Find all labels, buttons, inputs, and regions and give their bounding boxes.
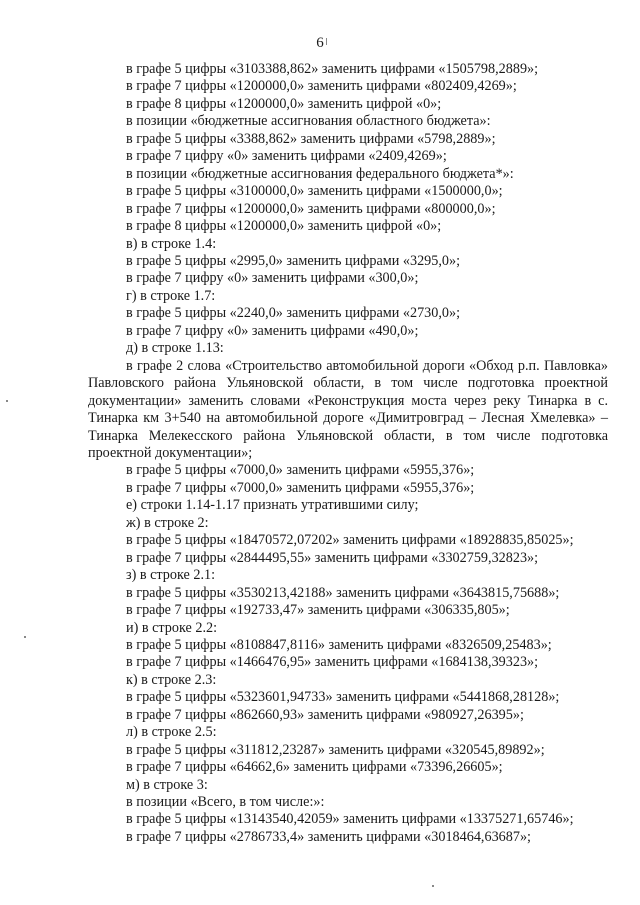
scan-mark	[6, 400, 8, 402]
amendment-list-after	[88, 462, 608, 846]
amendment-paragraph: в графе 2 слова «Строительство автомобильной дороги «Обход р.п. Павловка» Павловского района Ульяновской области, в том числе подготовка проектной документации» заменить словами «Реконструкция моста через реку Тинарка в с. Тинарка км 3+540 на автомобильной дороге «Димитровград – Лесная Хмелевка» – Тинарка Мелекесского района Ульяновской области, в том числе подготовка проектной документации»;	[88, 357, 608, 461]
text-line: в графе 5 цифры «2240,0» заменить цифрами «2730,0»;	[126, 305, 461, 322]
text-line: в графе 5 цифры «3530213,42188» заменить цифрами «3643815,75688»;	[126, 584, 560, 601]
text-line: в графе 7 цифры «1466476,95» заменить цифрами «1684138,39323»;	[126, 654, 539, 671]
text-line: в) в строке 1.4:	[126, 235, 217, 252]
text-line: в графе 5 цифры «2995,0» заменить цифрами «3295,0»;	[126, 252, 461, 269]
text-line: в графе 8 цифры «1200000,0» заменить цифрой «0»;	[126, 218, 442, 235]
text-line: в графе 7 цифры «64662,6» заменить цифрами «73396,26605»;	[126, 759, 503, 776]
text-line: в графе 5 цифры «18470572,07202» заменить цифрами «18928835,85025»;	[126, 532, 574, 549]
text-line: в графе 7 цифру «0» заменить цифрами «300,0»;	[126, 270, 419, 287]
text-line: г) в строке 1.7:	[126, 287, 216, 304]
text-line: е) строки 1.14-1.17 признать утратившими силу;	[126, 497, 419, 514]
text-line: в графе 7 цифры «862660,93» заменить цифрами «980927,26395»;	[126, 706, 524, 723]
text-line: в позиции «Всего, в том числе:»:	[126, 794, 325, 811]
amendment-list-before	[88, 61, 608, 358]
scan-mark	[326, 38, 327, 45]
text-line: в графе 7 цифры «2786733,4» заменить цифрами «3018464,63687»;	[126, 828, 531, 845]
text-line: в графе 7 цифры «1200000,0» заменить цифрами «802409,4269»;	[126, 78, 517, 95]
text-line: в позиции «бюджетные ассигнования федерального бюджета*»:	[126, 165, 514, 182]
text-line: в графе 5 цифры «3100000,0» заменить цифрами «1500000,0»;	[126, 183, 503, 200]
page-number: 6	[316, 35, 324, 51]
text-line: в графе 7 цифру «0» заменить цифрами «2409,4269»;	[126, 148, 447, 165]
text-line: в графе 5 цифры «13143540,42059» заменить цифрами «13375271,65746»;	[126, 811, 574, 828]
text-line: в графе 7 цифры «1200000,0» заменить цифрами «800000,0»;	[126, 200, 496, 217]
text-line: в графе 5 цифры «8108847,8116» заменить цифрами «8326509,25483»;	[126, 636, 552, 653]
text-line: в графе 5 цифры «3388,862» заменить цифрами «5798,2889»;	[126, 130, 496, 147]
document-body	[88, 61, 608, 846]
text-line: д) в строке 1.13:	[126, 340, 224, 357]
scan-mark	[432, 885, 434, 887]
text-line: в графе 5 цифры «311812,23287» заменить цифрами «320545,89892»;	[126, 741, 545, 758]
text-line: в графе 5 цифры «7000,0» заменить цифрами «5955,376»;	[126, 462, 475, 479]
text-line: л) в строке 2.5:	[126, 724, 217, 741]
text-line: з) в строке 2.1:	[126, 567, 216, 584]
text-line: м) в строке 3:	[126, 776, 208, 793]
text-line: в графе 7 цифры «7000,0» заменить цифрами «5955,376»;	[126, 479, 475, 496]
text-line: в графе 5 цифры «5323601,94733» заменить цифрами «5441868,28128»;	[126, 689, 560, 706]
text-line: в графе 7 цифру «0» заменить цифрами «490,0»;	[126, 322, 419, 339]
text-line: ж) в строке 2:	[126, 514, 209, 531]
scan-mark	[24, 636, 26, 638]
text-line: к) в строке 2.3:	[126, 671, 217, 688]
text-line: в позиции «бюджетные ассигнования областного бюджета»:	[126, 113, 491, 130]
text-line: в графе 5 цифры «3103388,862» заменить цифрами «1505798,2889»;	[126, 61, 539, 77]
text-line: в графе 8 цифры «1200000,0» заменить цифрой «0»;	[126, 95, 442, 112]
text-line: в графе 7 цифры «192733,47» заменить цифрами «306335,805»;	[126, 602, 510, 619]
text-line: в графе 7 цифры «2844495,55» заменить цифрами «3302759,32823»;	[126, 549, 539, 566]
text-line: и) в строке 2.2:	[126, 619, 218, 636]
